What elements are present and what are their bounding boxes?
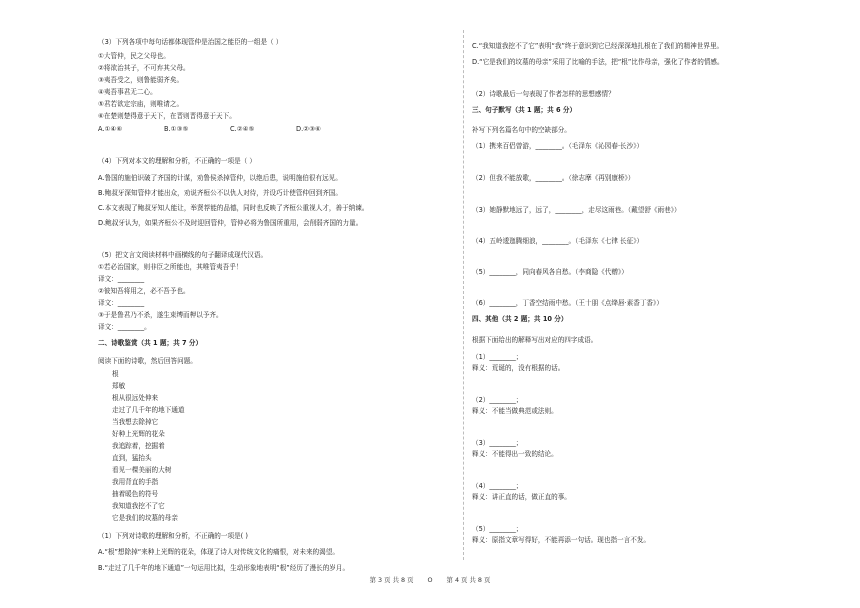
q3-item: ②将欲治其子，不可弃其父母。: [98, 64, 190, 72]
section-4-heading: 四、其他（共 2 题；共 10 分）: [472, 315, 568, 323]
q3-option-b: B.①③⑤: [164, 125, 189, 133]
q5-stem: （5）把文言文阅读材料中画横线的句子翻译成现代汉语。: [98, 251, 268, 259]
poem-line: 当我想去除掉它: [112, 418, 159, 426]
q3-stem: （3）下列各项中每句话都体现管仲是治国之能臣的一组是（ ）: [98, 38, 283, 46]
poem-line: 看见一棵美丽的大树: [112, 466, 172, 474]
page-footer: [0, 575, 860, 584]
q4-option: B.鲍叔牙深知管仲才能出众，劝说齐桓公不以仇人对待，并设巧计使管仲回到齐国。: [98, 189, 342, 197]
poem-line: 它是我们的坟墓的母亲: [112, 514, 178, 522]
idiom-explanation: 释义：荒诞的，没有根据的话。: [472, 364, 565, 372]
q5-item: 译文：________。: [98, 323, 151, 331]
idiom-blank: （1）________；: [472, 353, 523, 361]
q3-item: ③夷吾受之，则鲁能弱齐矣。: [98, 76, 184, 84]
poem-line: 直到，猛抬头: [112, 454, 152, 462]
poem-line: 我用背直的手指: [112, 478, 159, 486]
section-2-intro: 阅读下面的诗歌，然后回答问题。: [98, 357, 197, 365]
q3-item: ①大管仲，民之父母也。: [98, 52, 170, 60]
q3-options: [98, 125, 362, 134]
section-3-intro: 补写下列名篇名句中的空缺部分。: [472, 126, 571, 134]
recitation-item: （4）五岭逶迤腾细浪，________。（毛泽东《七律 长征》）: [472, 237, 644, 245]
idiom-explanation: 释义：不能当做典范或法则。: [472, 407, 558, 415]
q4-option: C.本文表现了鲍叔牙知人能让，举贤荐能的品德，同时也反映了齐桓公重视人才，善于纳谏。: [98, 204, 369, 212]
poem-q1-option-d: D.“它是我们的坟墓的母亲”采用了比喻的手法，把“根”比作母亲，强化了作者的情感。: [472, 58, 724, 66]
poem-line: 好种上光辉的花朵: [112, 430, 165, 438]
section-4-intro: 根据下面给出的解释写出对应的四字成语。: [472, 336, 598, 344]
recitation-item: （2）但我不能放歌，________。（徐志摩《再别康桥》）: [472, 174, 635, 182]
q4-stem: （4）下列对本文的理解和分析，不正确的一项是（ ）: [98, 157, 256, 165]
right-page-number: 第 4 页 共 8 页: [446, 576, 491, 584]
recitation-item: （1）携来百侣曾游，________。（毛泽东《沁园春·长沙》）: [472, 142, 644, 150]
q3-option-d: D.②③⑥: [296, 125, 321, 133]
recitation-item: （6）________，丁香空结雨中愁。（王十朋《点绛唇·素香丁香》）: [472, 299, 663, 307]
recitation-item: （5）________，同向春风各自愁。（李商隐《代赠》）: [472, 268, 628, 276]
idiom-explanation: 释义：讲正直的话，做正直的事。: [472, 493, 571, 501]
q3-item: ⑥在楚则楚得意于天下，在晋则晋得意于天下。: [98, 112, 236, 120]
q4-option: D.鲍叔牙认为，如果齐桓公不及时迎回管仲，管仲必将为鲁国所重用，会削弱齐国的力量。: [98, 219, 363, 227]
q5-item: ②彼知吾将用之，必不吾予也。: [98, 287, 190, 295]
poem-line: 走过了几千年的地下通道: [112, 406, 185, 414]
poem-q1-option-a: A.“根”想除掉“来种上光辉的花朵，体现了诗人对传统文化的痛恨，对未来的渴望。: [98, 548, 339, 556]
poem-line: 我知道我挖不了它: [112, 502, 165, 510]
q3-item: ⑤君若欲定宗庙，则唯请之。: [98, 100, 184, 108]
poem-author: 郑敏: [112, 382, 126, 390]
q4-option: A.鲁国的施伯识破了齐国的计谋，劝鲁侯杀掉管仲，以绝后患，说明施伯很有远见。: [98, 174, 342, 182]
idiom-blank: （2）________；: [472, 396, 523, 404]
idiom-explanation: 释义：不能得出一致的结论。: [472, 450, 558, 458]
idiom-blank: （3）________；: [472, 439, 523, 447]
idiom-blank: （5）________；: [472, 525, 523, 533]
footer-mark: O: [427, 576, 433, 584]
column-divider: [463, 30, 464, 560]
q5-item: ③于是鲁君乃不杀，遂生束缚而柙以予齐。: [98, 311, 223, 319]
poem-line: 我追踪着，挖掘着: [112, 442, 165, 450]
recitation-item: （3）她静默地远了，远了，________，走尽这雨巷。（戴望舒《雨巷》）: [472, 206, 681, 214]
section-2-heading: 二、诗歌鉴赏（共 1 题；共 7 分）: [98, 339, 203, 347]
q3-option-a: A.①④⑥: [98, 125, 123, 133]
q3-option-c: C.②④⑤: [230, 125, 255, 133]
poem-q1-option-b: B.“走过了几千年的地下通道”一句运用比拟，生动形象地表明“根”经历了漫长的岁月。: [98, 564, 350, 572]
q3-item: ④夷吾事君无二心。: [98, 88, 157, 96]
section-3-heading: 三、句子默写（共 1 题；共 6 分）: [472, 106, 577, 114]
poem-q1-option-c: C.“我知道我挖不了它”表明“我”终于意识到它已经深深地扎根在了我们的精神世界里。: [472, 42, 724, 50]
poem-line: 抽着暖色的符号: [112, 490, 159, 498]
poem-line: 根从很远处伸来: [112, 394, 159, 402]
q5-item: 译文：________: [98, 299, 145, 307]
poem-q1-stem: （1）下列对诗歌的理解和分析，不正确的一项是( ): [98, 532, 248, 540]
poem-q2-stem: （2）诗歌最后一句表现了作者怎样的思想感情？: [472, 90, 615, 98]
idiom-blank: （4）________；: [472, 482, 523, 490]
q5-item: 译文：________: [98, 275, 145, 283]
idiom-explanation: 释义：原指文章写得好，不能再添一句话。现也指一言不发。: [472, 536, 651, 544]
poem-title: 根: [112, 370, 119, 378]
left-page-number: 第 3 页 共 8 页: [369, 576, 414, 584]
q5-item: ①若必治国家，则非臣之所能也，其唯管夷吾乎！: [98, 263, 243, 271]
